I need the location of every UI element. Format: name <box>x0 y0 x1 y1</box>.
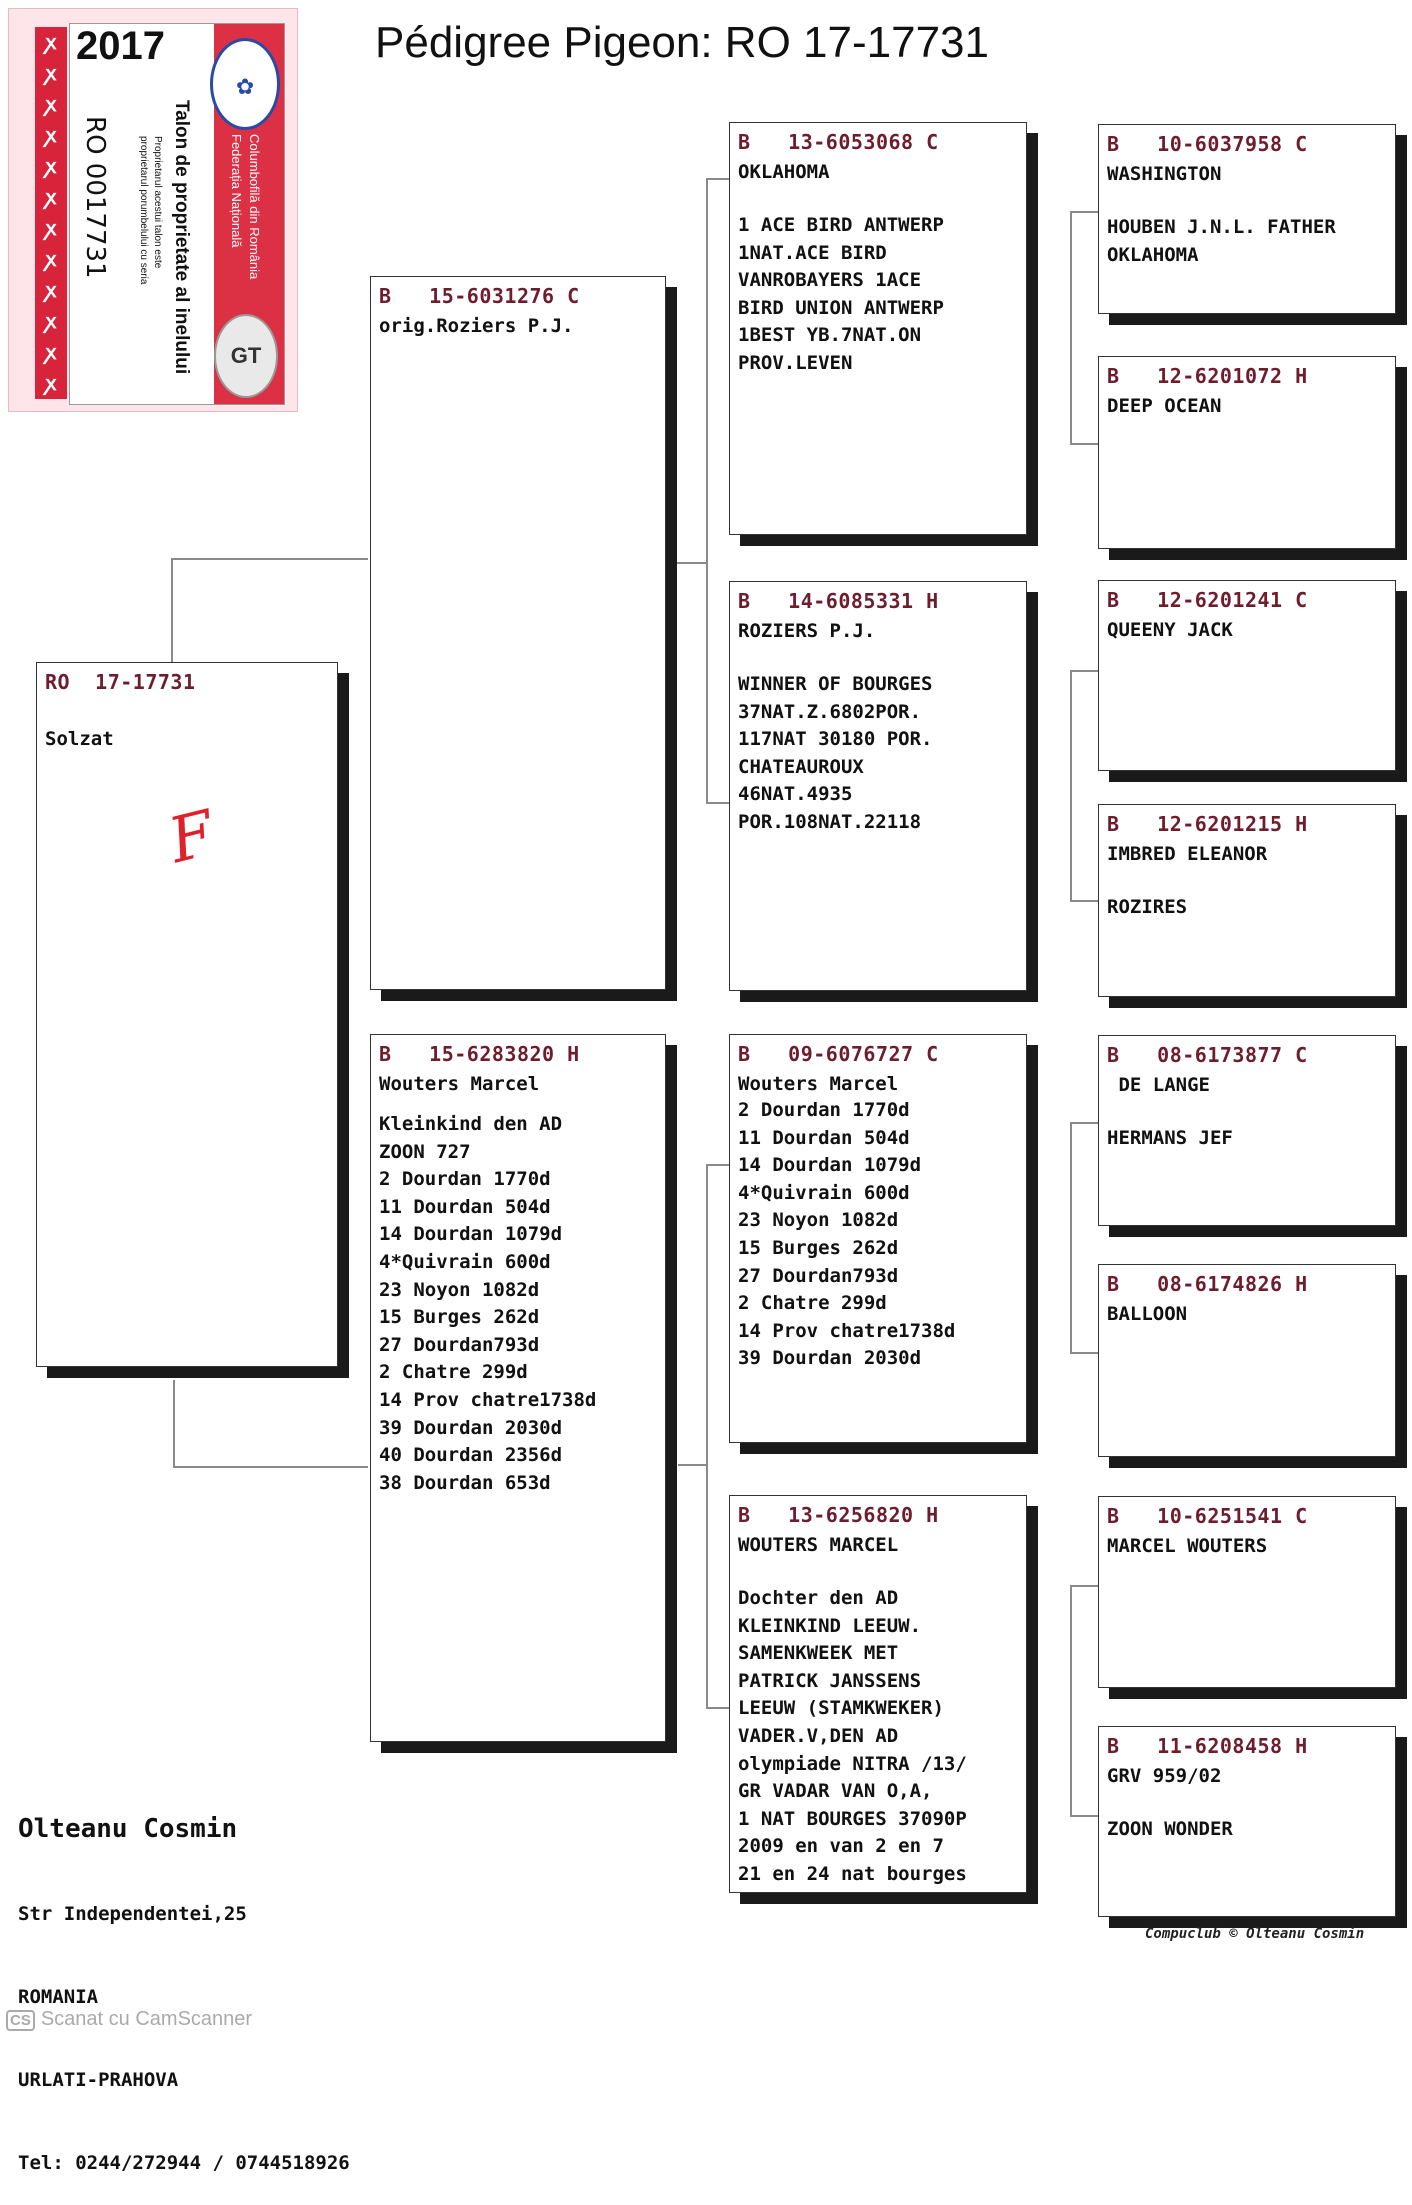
decorative-stripe: ꭗ ꭗ ꭗ ꭗ ꭗ ꭗ ꭗ ꭗ ꭗ ꭗ ꭗ ꭗ <box>35 27 67 399</box>
pedigree-line: 1 NAT BOURGES 37090P <box>738 1807 967 1830</box>
owner-city: URLATI-PRAHOVA <box>18 2068 179 2091</box>
pedigree-line: 1NAT.ACE BIRD <box>738 241 887 264</box>
ring-number: B 08-6174826 H <box>1107 1272 1308 1296</box>
pedigree-line: WINNER OF BOURGES <box>738 673 933 695</box>
pedigree-line: VANROBAYERS 1ACE <box>738 269 922 292</box>
owner-block <box>18 1757 350 2205</box>
pigeon-name: MARCEL WOUTERS <box>1107 1535 1268 1557</box>
pedigree-line: LEEUW (STAMKWEKER) <box>738 1697 944 1720</box>
pedigree-line: POR.108NAT.22118 <box>738 810 922 833</box>
owner-name: Olteanu Cosmin <box>18 1814 238 1845</box>
pigeon-name: DEEP OCEAN <box>1107 395 1222 417</box>
pigeon-box-gg-1 <box>1098 124 1396 314</box>
pigeon-box-gg-7 <box>1098 1496 1396 1688</box>
pedigree-line: PROV.LEVEN <box>738 351 853 374</box>
owner-phone: Tel: 0244/272944 / 0744518926 <box>18 2151 350 2174</box>
federation-logo-icon: ✿ <box>210 38 280 130</box>
pigeon-name: OKLAHOMA <box>738 161 830 183</box>
pigeon-box-subject <box>36 662 338 1367</box>
pigeon-name: Wouters Marcel <box>379 1073 540 1095</box>
handwritten-sex-mark: F <box>161 795 222 878</box>
pedigree-line: HOUBEN J.N.L. FATHER <box>1107 216 1336 238</box>
pedigree-line: 27 Dourdan793d <box>379 1333 540 1356</box>
pedigree-line: 14 Prov chatre1738d <box>379 1388 597 1411</box>
pigeon-box-sire <box>370 276 666 990</box>
pedigree-line: 14 Dourdan 1079d <box>738 1154 922 1177</box>
pigeon-box-gg-8 <box>1098 1726 1396 1917</box>
pigeon-name: Solzat <box>45 728 114 750</box>
scanner-watermark <box>6 2008 252 2031</box>
card-heading: Talon de proprietate al inelului <box>171 100 192 375</box>
ring-number: B 12-6201072 H <box>1107 364 1308 388</box>
pigeon-name: WASHINGTON <box>1107 163 1222 185</box>
ring-certificate <box>8 8 298 412</box>
pedigree-line: PATRICK JANSSENS <box>738 1669 922 1692</box>
pedigree-line: SAMENKWEEK MET <box>738 1642 899 1665</box>
pedigree-line: olympiade NITRA /13/ <box>738 1752 967 1775</box>
pigeon-box-grandsire-2 <box>729 1034 1027 1443</box>
pigeon-name: BALLOON <box>1107 1303 1188 1325</box>
pigeon-box-gg-2 <box>1098 356 1396 549</box>
card-note-line1: Proprietarul acestui talon este <box>152 136 163 269</box>
ring-number: RO 17-17731 <box>45 670 196 694</box>
pedigree-line: 2009 en van 2 en 7 <box>738 1835 944 1858</box>
federation-name-line1: Federația Națională <box>229 134 244 248</box>
pedigree-line: 14 Dourdan 1079d <box>379 1223 563 1246</box>
owner-country: ROMANIA <box>18 1986 99 2009</box>
pigeon-name: DE LANGE <box>1107 1074 1210 1096</box>
ring-number: B 12-6201215 H <box>1107 812 1308 836</box>
owner-street: Str Independentei,25 <box>18 1903 247 1926</box>
pigeon-box-gg-6 <box>1098 1264 1396 1457</box>
pigeon-box-gg-4 <box>1098 804 1396 997</box>
pedigree-line: 23 Noyon 1082d <box>738 1209 899 1232</box>
camscanner-logo-icon: CS <box>6 2010 35 2031</box>
pedigree-line: 27 Dourdan793d <box>738 1264 899 1287</box>
pedigree-line: 1 ACE BIRD ANTWERP <box>738 214 944 236</box>
pedigree-line: 46NAT.4935 <box>738 783 853 806</box>
pedigree-line: 39 Dourdan 2030d <box>379 1416 563 1439</box>
ring-number: B 11-6208458 H <box>1107 1734 1308 1758</box>
pedigree-line: 117NAT 30180 POR. <box>738 728 933 751</box>
pigeon-name: IMBRED ELEANOR <box>1107 843 1268 865</box>
pedigree-line: 38 Dourdan 653d <box>379 1471 551 1494</box>
ring-number: B 08-6173877 C <box>1107 1043 1308 1067</box>
pedigree-line: 39 Dourdan 2030d <box>738 1347 922 1370</box>
pedigree-line: VADER.V,DEN AD <box>738 1724 899 1747</box>
pedigree-line: BIRD UNION ANTWERP <box>738 296 944 319</box>
federation-name-line2: Columbofilă din România <box>247 134 262 280</box>
pedigree-line: 2 Chatre 299d <box>738 1292 887 1315</box>
pigeon-name: WOUTERS MARCEL <box>738 1534 899 1556</box>
ring-number: B 13-6256820 H <box>738 1503 939 1527</box>
pedigree-line: 2 Dourdan 1770d <box>738 1099 910 1121</box>
ring-number: B 15-6283820 H <box>379 1042 580 1066</box>
pedigree-line: OKLAHOMA <box>1107 243 1199 266</box>
pigeon-box-granddam-1 <box>729 581 1027 991</box>
pedigree-line: 15 Burges 262d <box>738 1236 899 1259</box>
pigeon-name: Wouters Marcel <box>738 1073 899 1095</box>
pigeon-name: GRV 959/02 <box>1107 1765 1222 1787</box>
scanner-text: Scanat cu CamScanner <box>40 2008 253 2030</box>
pedigree-line: HERMANS JEF <box>1107 1127 1233 1149</box>
software-credit: Compuclub © Olteanu Cosmin <box>1145 1926 1365 1942</box>
pedigree-line: 11 Dourdan 504d <box>738 1126 910 1149</box>
ring-number: B 10-6251541 C <box>1107 1504 1308 1528</box>
pedigree-line: ZOON WONDER <box>1107 1818 1233 1840</box>
pedigree-line: 23 Noyon 1082d <box>379 1278 540 1301</box>
ring-number: B 09-6076727 C <box>738 1042 939 1066</box>
pigeon-name: orig.Roziers P.J. <box>379 315 574 337</box>
pigeon-box-dam <box>370 1034 666 1742</box>
card-ring-number: RO 0017731 <box>80 116 110 279</box>
pedigree-line: 40 Dourdan 2356d <box>379 1444 563 1467</box>
ring-number: B 15-6031276 C <box>379 284 580 308</box>
pedigree-line: 15 Burges 262d <box>379 1306 540 1329</box>
pedigree-line: 11 Dourdan 504d <box>379 1195 551 1218</box>
pigeon-box-grandsire-1 <box>729 122 1027 535</box>
pedigree-line: 2 Chatre 299d <box>379 1361 528 1384</box>
pedigree-line: 1BEST YB.7NAT.ON <box>738 324 922 347</box>
card-note-line2: proprietarul porumbelului cu seria <box>138 136 149 285</box>
pedigree-line: CHATEAUROUX <box>738 755 864 778</box>
ring-number: B 13-6053068 C <box>738 130 939 154</box>
pedigree-line: 4*Quivrain 600d <box>379 1250 551 1273</box>
pedigree-line: 14 Prov chatre1738d <box>738 1319 956 1342</box>
gt-logo: GT <box>214 314 278 398</box>
pedigree-line: ROZIRES <box>1107 896 1188 918</box>
pedigree-line: 37NAT.Z.6802POR. <box>738 700 922 723</box>
card-year: 2017 <box>76 24 165 68</box>
pedigree-line: ZOON 727 <box>379 1140 471 1163</box>
pedigree-line: KLEINKIND LEEUW. <box>738 1614 922 1637</box>
pedigree-line: 2 Dourdan 1770d <box>379 1168 551 1191</box>
ring-number: B 14-6085331 H <box>738 589 939 613</box>
ring-number: B 10-6037958 C <box>1107 132 1308 156</box>
pedigree-line: Dochter den AD <box>738 1587 899 1609</box>
pedigree-line: GR VADAR VAN O,A, <box>738 1780 933 1803</box>
pigeon-box-gg-3 <box>1098 580 1396 771</box>
pigeon-box-granddam-2 <box>729 1495 1027 1893</box>
pedigree-line: 4*Quivrain 600d <box>738 1181 910 1204</box>
pigeon-box-gg-5 <box>1098 1035 1396 1226</box>
page-title: Pédigree Pigeon: RO 17-17731 <box>375 18 989 67</box>
pedigree-line: Kleinkind den AD <box>379 1113 563 1135</box>
pigeon-name: QUEENY JACK <box>1107 619 1233 641</box>
pigeon-name: ROZIERS P.J. <box>738 620 876 642</box>
ring-number: B 12-6201241 C <box>1107 588 1308 612</box>
pedigree-line: 21 en 24 nat bourges <box>738 1862 967 1885</box>
